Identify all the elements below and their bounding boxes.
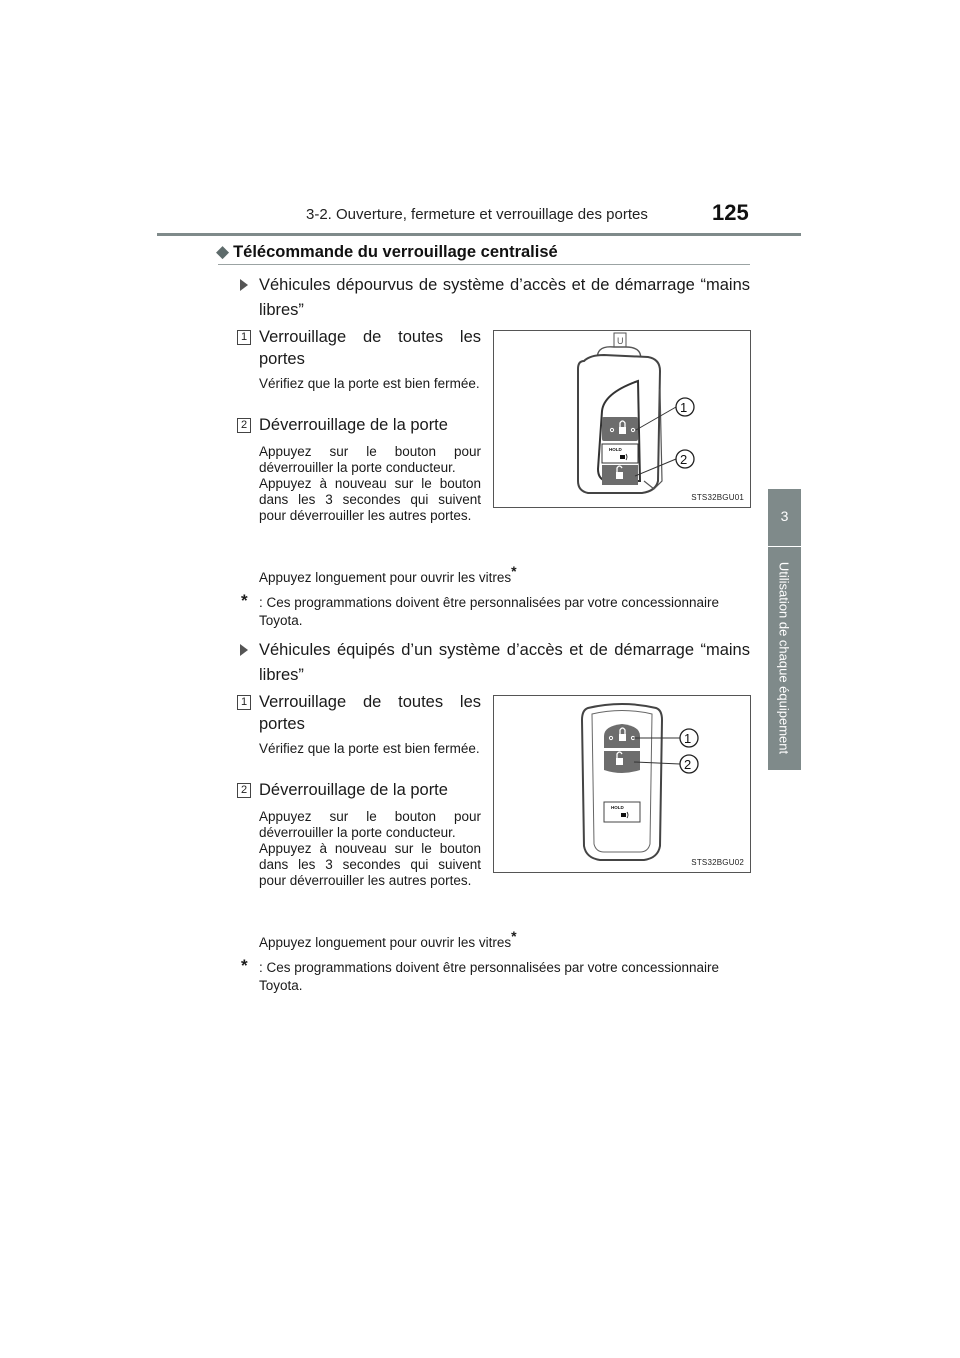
item-title: Déverrouillage de la porte [259,416,448,434]
item-body [259,741,481,757]
item-body-paragraph: Vérifiez que la porte est bien fermée. [259,741,480,756]
callout-number-badge: 2 [237,418,251,433]
extra-note [259,563,517,585]
item-body [259,444,481,524]
item-title: Verrouillage de toutes les portes [259,693,481,733]
footnote-asterisk: * [241,591,248,610]
callout-2: 2 [684,757,692,772]
running-header: 3-2. Ouverture, fermeture et verrouillage des portes [306,206,648,223]
figure-code: STS32BGU02 [691,858,744,867]
flip-key-illustration [494,331,752,509]
chapter-number: 3 [780,508,789,524]
item-body-paragraph: Appuyez sur le bouton pour déverrouiller la porte conducteur. [259,444,481,475]
condition-text: Véhicules équipés d’un système d’accès et de démarrage “mains libres” [259,641,750,684]
asterisk-mark: * [511,563,517,579]
item-body [259,809,481,889]
extra-note [259,928,517,950]
hold-label: HOLD [609,447,622,452]
item-body-paragraph: Appuyez à nouveau sur le bouton dans les 3 secondes qui suivent pour déverrouiller les autres portes. [259,841,481,888]
callout-2: 2 [680,452,688,467]
svg-text:U: U [617,336,624,346]
extra-note-text: Appuyez longuement pour ouvrir les vitres [259,935,512,950]
item-body-paragraph: Appuyez sur le bouton pour déverrouiller la porte conducteur. [259,809,481,840]
chapter-title: Utilisation de chaque équipement [776,561,792,755]
smart-key-figure [493,695,751,873]
item-title: Déverrouillage de la porte [259,781,448,799]
triangle-bullet-icon [240,279,248,291]
footnote-text: : Ces programmations doivent être personnalisées par votre concessionnaire Toyota. [259,960,719,993]
item-body-paragraph: Vérifiez que la porte est bien fermée. [259,376,480,391]
callout-number-badge: 1 [237,330,251,345]
callout-1: 1 [684,731,692,746]
header-rule [157,233,801,236]
triangle-bullet-icon [240,644,248,656]
callout-1: 1 [680,400,688,415]
callout-number-badge: 2 [237,783,251,798]
asterisk-mark: * [511,928,517,944]
callout-number-badge: 1 [237,695,251,710]
vehicle-condition [240,638,750,688]
smart-key-illustration [494,696,752,874]
remote-key-figure [493,330,751,508]
footnote-text: : Ces programmations doivent être personnalisées par votre concessionnaire Toyota. [259,595,719,628]
item-title: Verrouillage de toutes les portes [259,328,481,368]
footnote [241,956,751,995]
figure-code: STS32BGU01 [691,493,744,502]
page-number: 125 [712,200,749,225]
chapter-tab [768,489,801,546]
footnote-asterisk: * [241,956,248,975]
item-body [259,376,481,392]
extra-note-text: Appuyez longuement pour ouvrir les vitres [259,570,512,585]
item-body-paragraph: Appuyez à nouveau sur le bouton dans les 3 secondes qui suivent pour déverrouiller les autres portes. [259,476,481,523]
vehicle-condition [240,273,750,323]
hold-label: HOLD [611,805,624,810]
diamond-icon: ◆ [216,242,230,261]
section-title [216,242,558,262]
footnote [241,591,751,630]
condition-text: Véhicules dépourvus de système d’accès et de démarrage “mains libres” [259,276,750,319]
section-title-text: Télécommande du verrouillage centralisé [233,243,558,261]
section-rule [218,264,750,265]
